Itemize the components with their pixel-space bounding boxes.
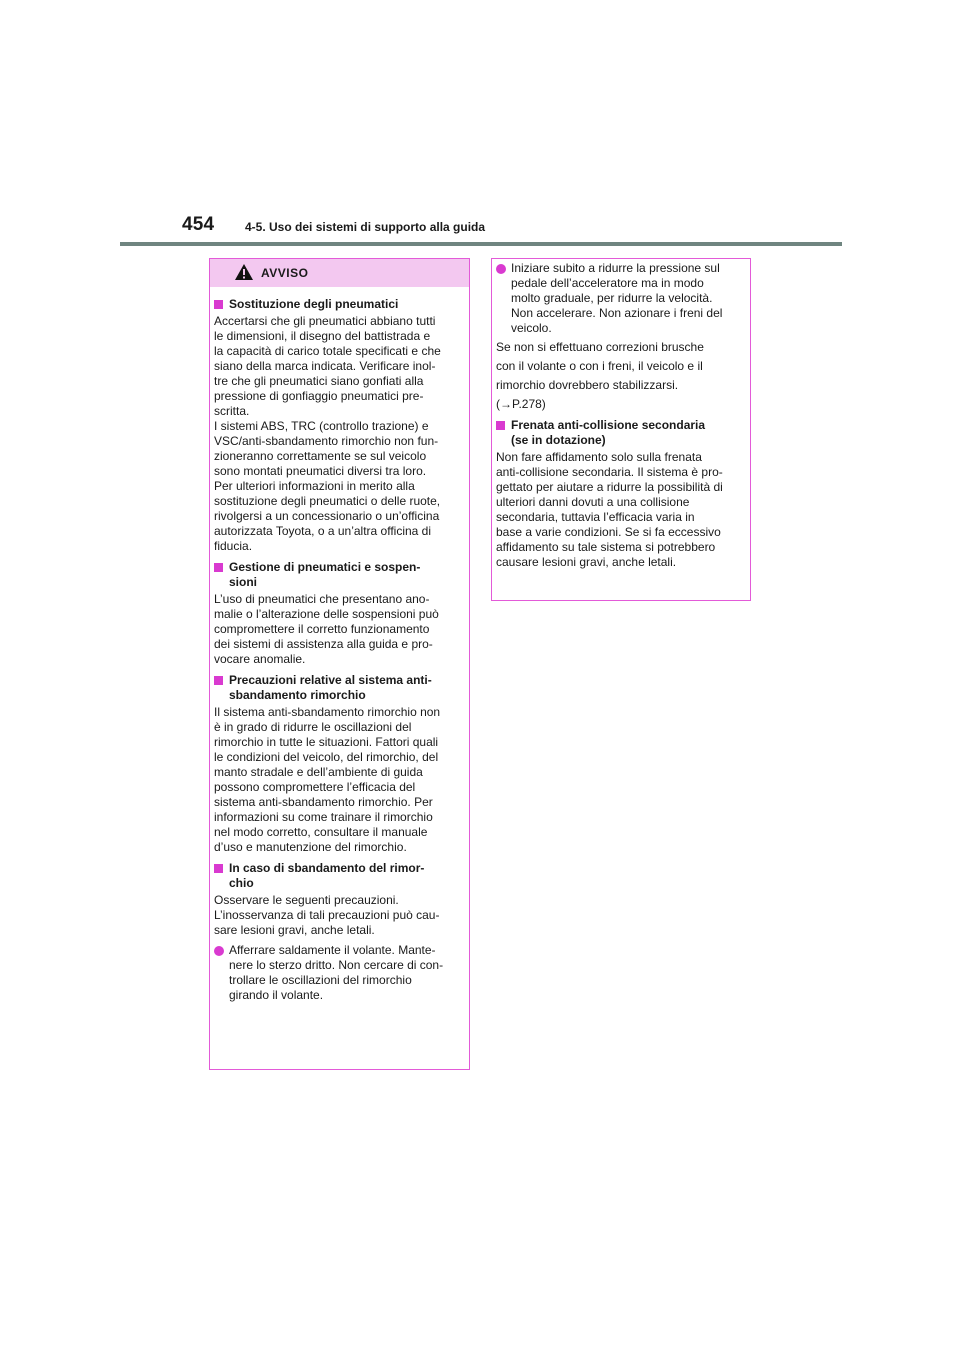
section-text: Osservare le seguenti precauzioni. L’inosservanza di tali precauzioni può cau- sare lesioni gravi, anche letali. [214,893,440,937]
square-bullet-icon [214,864,223,873]
warning-body [492,259,750,581]
warning-header [210,259,469,287]
section-heading [214,861,461,891]
circle-bullet-icon [496,264,506,274]
section-heading [214,560,461,590]
warning-box-left [209,258,470,1070]
warning-triangle-icon [234,263,254,281]
list-item [214,943,461,1003]
warning-label: AVVISO [261,266,309,280]
section-heading-text: Sostituzione degli pneumatici [229,297,399,311]
square-bullet-icon [496,421,505,430]
page-number: 454 [182,214,215,235]
section-heading [214,297,461,312]
section-heading-text: Gestione di pneumatici e sospen- sioni [229,560,421,589]
page-reference: (→P.278) [496,397,546,411]
section-text: Il sistema anti-sbandamento rimorchio non è in grado di ridurre le oscillazioni del rimorchio in tutte le situazioni. Fattori quali le condizioni del veicolo, del rimorchio, del manto stradale e dell’ambiente di guida possono compromettere l’efficacia del sistema anti-sbandamento rimorchio. Per informazioni su come trainare il rimorchio nel modo corretto, consultare il manuale d’uso e manutenzione del rimorchio. [214,705,441,854]
square-bullet-icon [214,563,223,572]
section-heading [214,673,461,703]
list-item [496,261,742,336]
section-heading-text: Precauzioni relative al sistema anti- sbandamento rimorchio [229,673,432,702]
section-heading-text: In caso di sbandamento del rimor- chio [229,861,425,890]
section-text: L’uso di pneumatici che presentano ano- malie o l’alterazione delle sospensioni può compromettere il corretto funzionamento dei sistemi di assistenza alla guida e pro- vocare anomalie. [214,592,439,666]
warning-box-right [491,258,751,601]
text-line: con il volante o con i freni, il veicolo e il [496,359,703,373]
section-heading [496,418,742,448]
section-title: 4-5. Uso dei sistemi di supporto alla guida [245,220,486,234]
list-item-text: Iniziare subito a ridurre la pressione sul pedale dell’acceleratore ma in modo molto graduale, per ridurre la velocità. Non accelerare. Non azionare i freni del veicolo. [511,261,723,335]
section-text: Accertarsi che gli pneumatici abbiano tutti le dimensioni, il disegno del battistrada e la capacità di carico totale specificati e che siano della marca indicata. Verificare inol- tre che gli pneumatici siano gonfiati alla pressione di gonfiaggio pneumatici pre- scritta. I sistemi ABS, TRC (controllo trazione) e VSC/anti-sbandamento rimorchio non fun- zioneranno correttamente se sul veicolo sono montati pneumatici diversi tra loro. Per ulteriori informazioni in merito alla sostituzione degli pneumatici o delle ruote, rivolgersi a un concessionario o un’officina autorizzata Toyota, o a un’altra officina di fiducia. [214,314,441,553]
section-text: Non fare affidamento solo sulla frenata anti-collisione secondaria. Il sistema è pro- gettato per aiutare a ridurre la possibilità di ulteriori danni dovuti a una collisione secondaria, tuttavia l’efficacia varia in base a varie condizioni. Se si fa eccessivo affidamento su tale sistema si potrebbero causare lesioni gravi, anche letali. [496,450,723,569]
square-bullet-icon [214,676,223,685]
square-bullet-icon [214,300,223,309]
warning-body [210,287,469,1013]
text-line: Se non si effettuano correzioni brusche [496,340,704,354]
text-line: rimorchio dovrebbero stabilizzarsi. [496,378,679,392]
section-heading-text: Frenata anti-collisione secondaria (se in dotazione) [511,418,706,447]
header-rule [120,242,842,246]
list-item-text: Afferrare saldamente il volante. Mante- nere lo sterzo dritto. Non cercare di con- trollare le oscillazioni del rimorchio girando il volante. [229,943,444,1002]
circle-bullet-icon [214,946,224,956]
